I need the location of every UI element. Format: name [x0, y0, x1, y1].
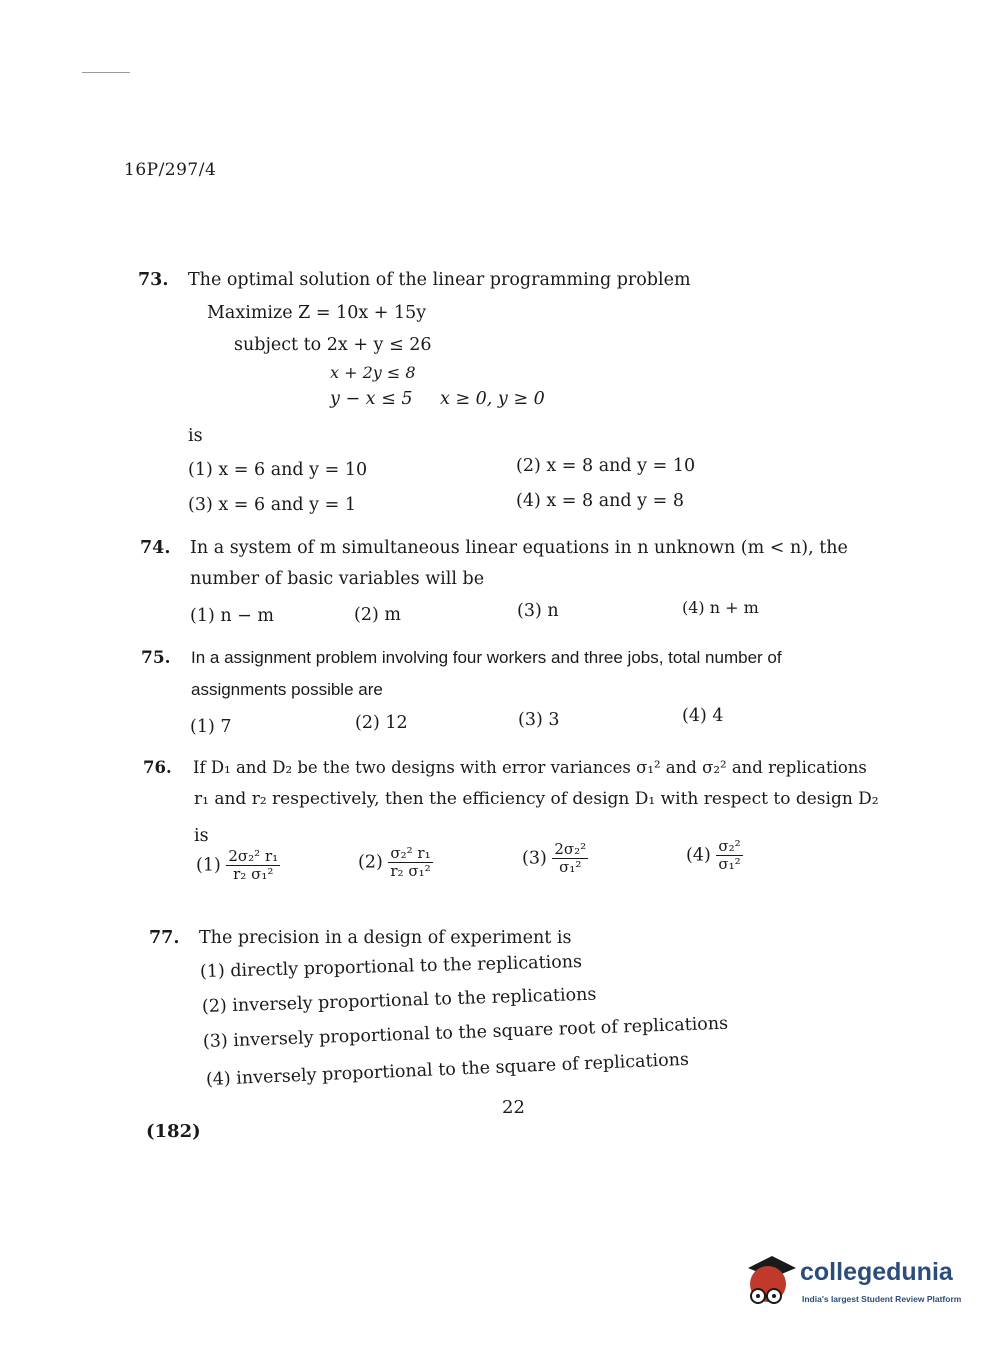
q75-option-4: (4) 4 — [682, 706, 724, 726]
numerator: σ₂² r₁ — [390, 844, 431, 862]
q75-line-2: assignments possible are — [191, 680, 383, 699]
q73-constraint-2: x + 2y ≤ 8 — [330, 363, 416, 382]
question-75 — [141, 648, 782, 668]
q76-tail: is — [194, 826, 209, 846]
denominator: r₂ σ₁² — [233, 865, 274, 884]
q76-option-3 — [522, 841, 588, 877]
q74-line-2: number of basic variables will be — [190, 569, 485, 589]
question-number: 74. — [140, 538, 171, 558]
question-77 — [149, 928, 571, 948]
q75-option-1: (1) 7 — [190, 717, 232, 737]
question-number: 77. — [149, 928, 180, 948]
q75-option-2: (2) 12 — [355, 713, 408, 733]
collegedunia-logo[interactable] — [742, 1252, 972, 1312]
paper-code: 16P/297/4 — [124, 160, 217, 180]
q76-line-2: r₁ and r₂ respectively, then the efficiency of design D₁ with respect to design D₂ — [194, 789, 879, 809]
numerator: 2σ₂² r₁ — [228, 847, 279, 865]
denominator: r₂ σ₁² — [390, 862, 431, 881]
q73-objective: Maximize Z = 10x + 15y — [207, 303, 427, 323]
q73-constraint-1: subject to 2x + y ≤ 26 — [234, 335, 432, 355]
mascot-icon — [742, 1252, 800, 1312]
q76-option-4 — [686, 838, 743, 874]
question-76 — [143, 758, 867, 777]
q77-option-4: (4) inversely proportional to the square of replications — [205, 1049, 690, 1090]
fraction — [552, 841, 588, 877]
question-number: 73. — [138, 270, 169, 290]
q74-option-2: (2) m — [354, 605, 401, 625]
question-line-1: If D₁ and D₂ be the two designs with error variances σ₁² and σ₂² and replications — [193, 758, 867, 777]
question-stem: The optimal solution of the linear programming problem — [188, 270, 691, 290]
option-label: (4) — [686, 845, 711, 866]
brand-name: collegedunia — [800, 1258, 953, 1286]
denominator: σ₁² — [718, 855, 741, 874]
option-label: (2) — [358, 852, 383, 873]
q73-tail: is — [188, 426, 203, 446]
q76-option-2 — [358, 845, 433, 881]
q73-option-3: (3) x = 6 and y = 1 — [188, 495, 356, 515]
q77-option-2: (2) inversely proportional to the replications — [201, 984, 597, 1017]
fraction — [716, 838, 742, 874]
denominator: σ₁² — [559, 858, 582, 877]
question-line-1: In a system of m simultaneous linear equations in n unknown (m < n), the — [190, 538, 848, 558]
brand-tagline: India's largest Student Review Platform — [802, 1294, 962, 1304]
q73-option-2: (2) x = 8 and y = 10 — [516, 456, 696, 476]
q77-option-1: (1) directly proportional to the replications — [199, 952, 583, 982]
question-stem: The precision in a design of experiment is — [199, 928, 572, 948]
q77-option-3: (3) inversely proportional to the square root of replications — [202, 1013, 729, 1052]
footer-code: (182) — [146, 1121, 201, 1142]
fraction — [226, 848, 280, 884]
option-label: (1) — [196, 855, 221, 876]
question-number: 75. — [141, 648, 171, 668]
top-rule — [82, 72, 130, 73]
q73-option-1: (1) x = 6 and y = 10 — [188, 460, 368, 480]
question-number: 76. — [143, 758, 172, 777]
q75-option-3: (3) 3 — [518, 710, 560, 730]
q73-constraint-3: y − x ≤ 5 — [330, 389, 413, 409]
q74-option-3: (3) n — [517, 601, 559, 621]
numerator: σ₂² — [718, 837, 741, 855]
q74-option-4: (4) n + m — [682, 598, 759, 617]
q76-option-1 — [196, 848, 280, 884]
question-74 — [140, 538, 848, 558]
question-73 — [138, 270, 691, 290]
page-number: 22 — [502, 1097, 525, 1118]
q73-option-4: (4) x = 8 and y = 8 — [516, 491, 684, 511]
option-label: (3) — [522, 848, 547, 869]
q74-option-1: (1) n − m — [190, 606, 275, 626]
fraction — [388, 845, 432, 881]
question-line-1: In a assignment problem involving four workers and three jobs, total number of — [191, 648, 782, 667]
q73-nonnegativity: x ≥ 0, y ≥ 0 — [440, 389, 545, 409]
numerator: 2σ₂² — [554, 840, 587, 858]
